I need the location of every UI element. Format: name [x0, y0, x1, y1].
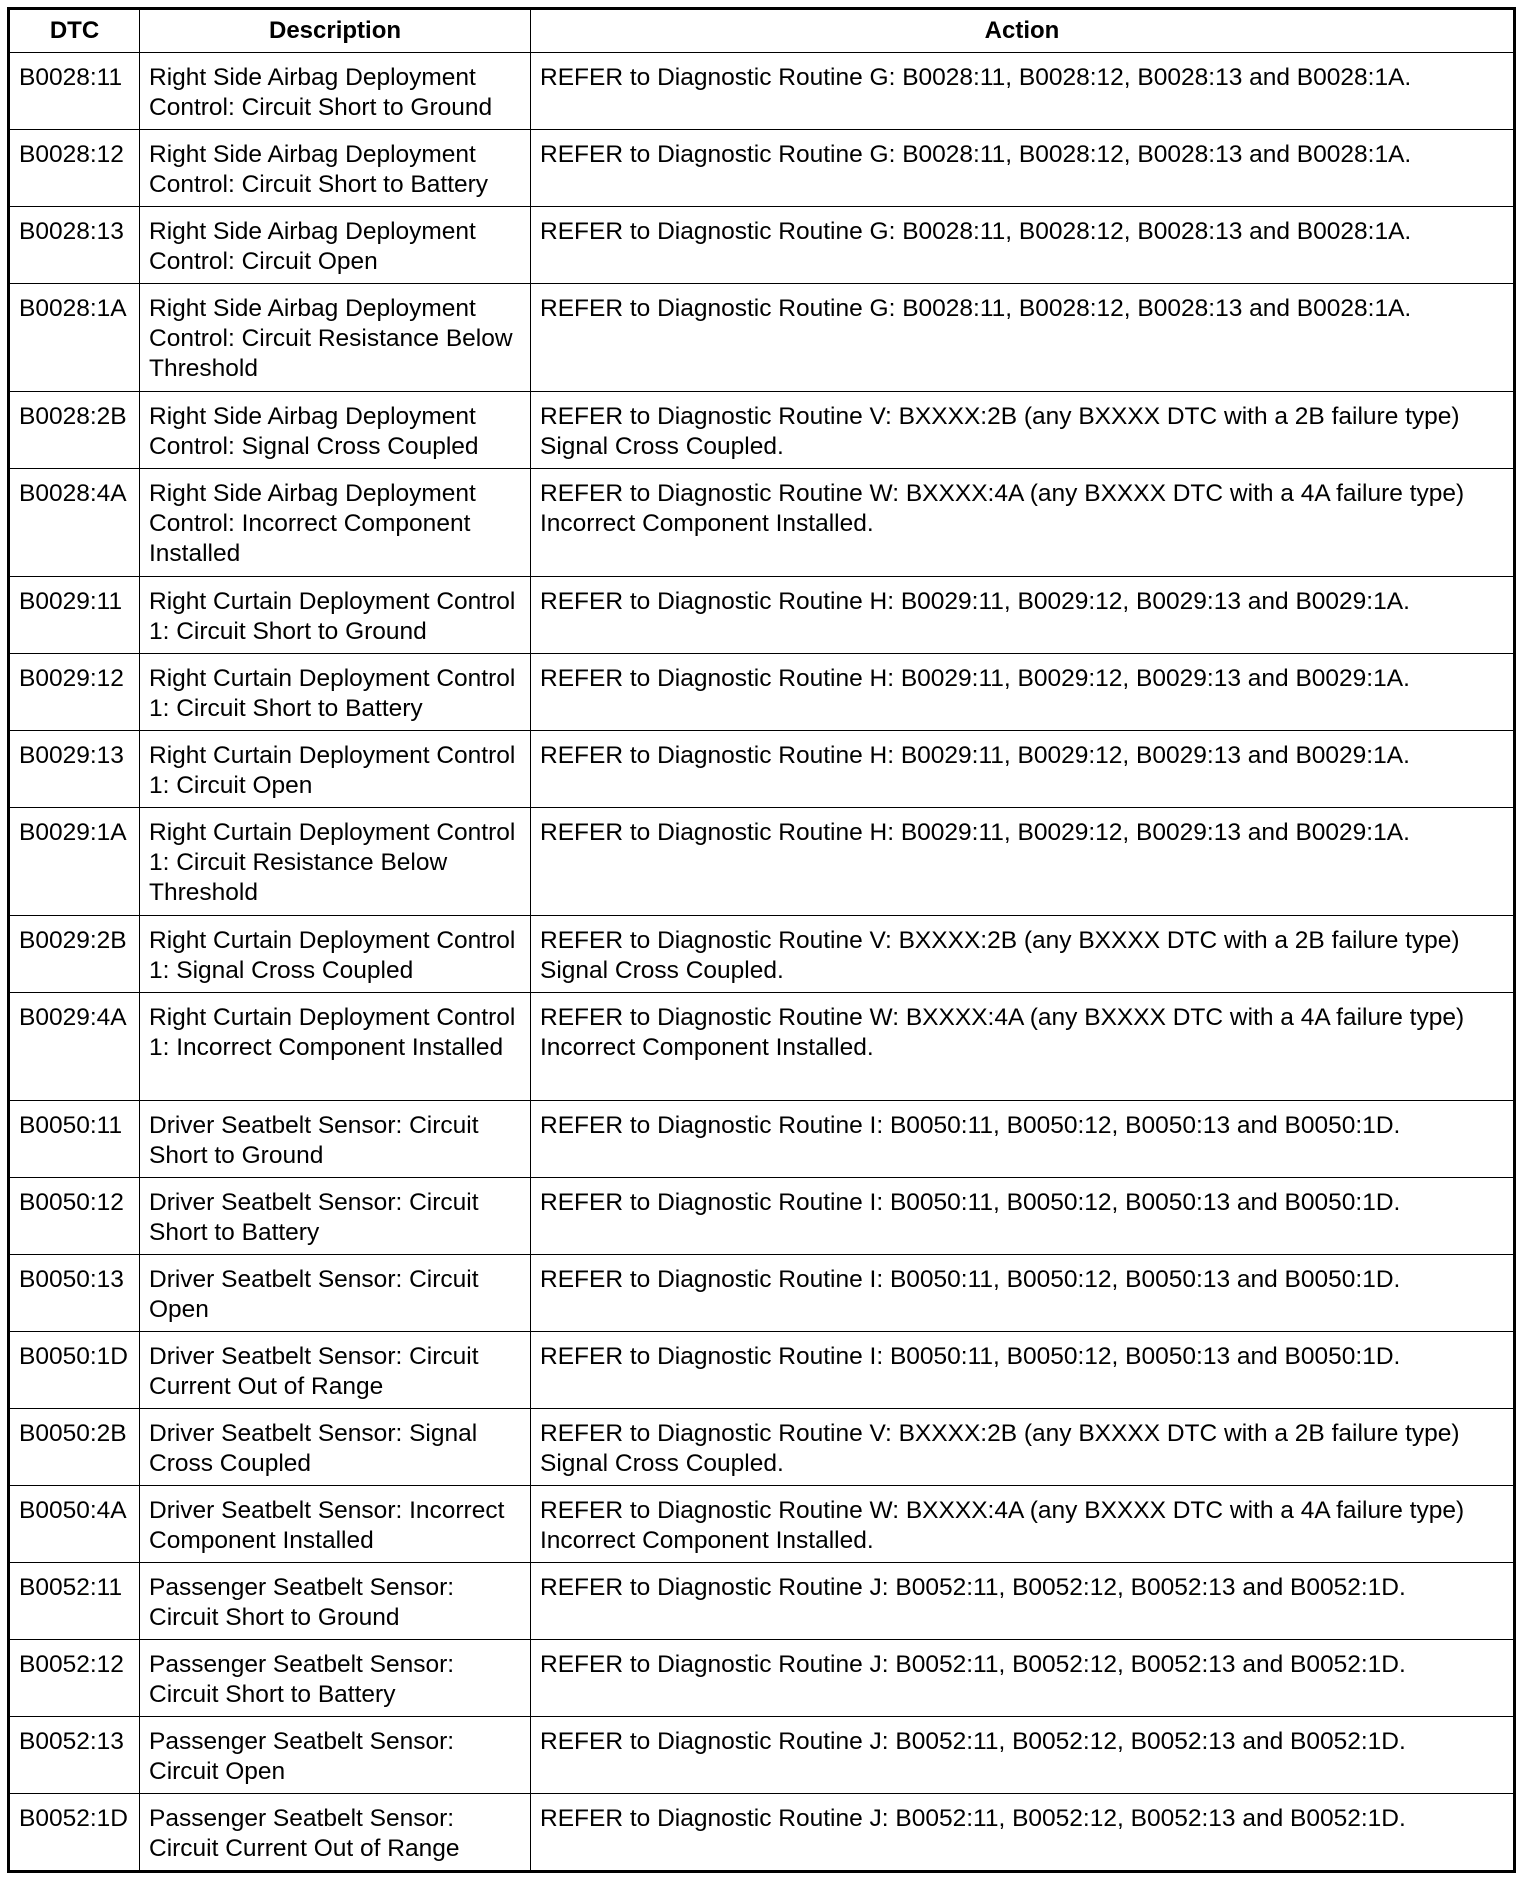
- description-text: Driver Seatbelt Sensor: Circuit Short to Battery: [149, 1189, 479, 1246]
- description-cell: [140, 1640, 531, 1717]
- dtc-cell: [9, 1101, 140, 1178]
- table-row: [9, 916, 1515, 993]
- table-row: [9, 469, 1515, 577]
- description-text: Passenger Seatbelt Sensor: Circuit Open: [149, 1728, 455, 1785]
- dtc-cell: [9, 577, 140, 654]
- description-text: Passenger Seatbelt Sensor: Circuit Short to Battery: [149, 1651, 455, 1708]
- action-text: REFER to Diagnostic Routine J: B0052:11, B0052:12, B0052:13 and B0052:1D.: [540, 1651, 1406, 1678]
- action-cell: [531, 916, 1515, 993]
- action-cell: [531, 1409, 1515, 1486]
- dtc-code: B0052:12: [19, 1651, 124, 1678]
- action-cell: [531, 130, 1515, 207]
- dtc-cell: [9, 469, 140, 577]
- action-text: REFER to Diagnostic Routine G: B0028:11, B0028:12, B0028:13 and B0028:1A.: [540, 141, 1412, 168]
- dtc-cell: [9, 1563, 140, 1640]
- action-cell: [531, 731, 1515, 808]
- table-row: [9, 53, 1515, 130]
- dtc-code: B0028:12: [19, 141, 124, 168]
- action-text: REFER to Diagnostic Routine G: B0028:11, B0028:12, B0028:13 and B0028:1A.: [540, 218, 1412, 245]
- description-cell: [140, 654, 531, 731]
- action-text: REFER to Diagnostic Routine J: B0052:11, B0052:12, B0052:13 and B0052:1D.: [540, 1805, 1406, 1832]
- description-cell: [140, 130, 531, 207]
- table-row: [9, 1563, 1515, 1640]
- table-row: [9, 130, 1515, 207]
- header-action: Action: [531, 9, 1515, 53]
- description-text: Right Side Airbag Deployment Control: Incorrect Component Installed: [149, 480, 476, 567]
- dtc-code: B0028:13: [19, 218, 124, 245]
- action-text: REFER to Diagnostic Routine H: B0029:11, B0029:12, B0029:13 and B0029:1A.: [540, 588, 1410, 615]
- dtc-cell: [9, 1255, 140, 1332]
- description-text: Right Curtain Deployment Control 1: Circuit Resistance Below Threshold: [149, 819, 516, 906]
- description-cell: [140, 1332, 531, 1409]
- dtc-cell: [9, 1717, 140, 1794]
- dtc-code: B0052:1D: [19, 1805, 128, 1832]
- dtc-table: [7, 7, 1516, 1873]
- action-text: REFER to Diagnostic Routine W: BXXXX:4A (any BXXXX DTC with a 4A failure type) Incorrect Component Installed.: [540, 480, 1465, 537]
- description-cell: [140, 1178, 531, 1255]
- description-cell: [140, 207, 531, 284]
- action-cell: [531, 207, 1515, 284]
- dtc-cell: [9, 1486, 140, 1563]
- table-row: [9, 1332, 1515, 1409]
- description-cell: [140, 1486, 531, 1563]
- action-text: REFER to Diagnostic Routine G: B0028:11, B0028:12, B0028:13 and B0028:1A.: [540, 64, 1412, 91]
- dtc-cell: [9, 392, 140, 469]
- dtc-cell: [9, 207, 140, 284]
- description-text: Right Side Airbag Deployment Control: Circuit Resistance Below Threshold: [149, 295, 513, 382]
- description-text: Right Curtain Deployment Control 1: Incorrect Component Installed: [149, 1004, 516, 1061]
- action-cell: [531, 1178, 1515, 1255]
- table-row: [9, 1640, 1515, 1717]
- table-row: [9, 808, 1515, 916]
- action-cell: [531, 808, 1515, 916]
- dtc-code: B0050:12: [19, 1189, 124, 1216]
- action-cell: [531, 1563, 1515, 1640]
- table-row: [9, 1409, 1515, 1486]
- action-cell: [531, 1255, 1515, 1332]
- dtc-code: B0029:1A: [19, 819, 127, 846]
- description-text: Driver Seatbelt Sensor: Incorrect Component Installed: [149, 1497, 505, 1554]
- description-text: Right Side Airbag Deployment Control: Circuit Short to Ground: [149, 64, 493, 121]
- description-text: Right Side Airbag Deployment Control: Circuit Open: [149, 218, 476, 275]
- action-cell: [531, 392, 1515, 469]
- description-cell: [140, 916, 531, 993]
- action-cell: [531, 1101, 1515, 1178]
- action-text: REFER to Diagnostic Routine I: B0050:11, B0050:12, B0050:13 and B0050:1D.: [540, 1266, 1401, 1293]
- dtc-cell: [9, 1409, 140, 1486]
- table-row: [9, 993, 1515, 1101]
- action-cell: [531, 1794, 1515, 1872]
- description-text: Passenger Seatbelt Sensor: Circuit Current Out of Range: [149, 1805, 460, 1862]
- action-cell: [531, 1486, 1515, 1563]
- description-cell: [140, 284, 531, 392]
- dtc-code: B0028:4A: [19, 480, 127, 507]
- table-row: [9, 207, 1515, 284]
- action-text: REFER to Diagnostic Routine V: BXXXX:2B (any BXXXX DTC with a 2B failure type) Signal Cross Coupled.: [540, 1420, 1460, 1477]
- dtc-cell: [9, 993, 140, 1101]
- dtc-code: B0029:13: [19, 742, 124, 769]
- action-text: REFER to Diagnostic Routine J: B0052:11, B0052:12, B0052:13 and B0052:1D.: [540, 1728, 1406, 1755]
- dtc-code: B0029:2B: [19, 927, 127, 954]
- action-cell: [531, 577, 1515, 654]
- dtc-code: B0028:2B: [19, 403, 127, 430]
- dtc-code: B0052:11: [19, 1574, 123, 1601]
- action-text: REFER to Diagnostic Routine W: BXXXX:4A (any BXXXX DTC with a 4A failure type) Incorrect Component Installed.: [540, 1497, 1465, 1554]
- action-text: REFER to Diagnostic Routine V: BXXXX:2B (any BXXXX DTC with a 2B failure type) Signal Cross Coupled.: [540, 927, 1460, 984]
- action-cell: [531, 469, 1515, 577]
- dtc-cell: [9, 1794, 140, 1872]
- dtc-cell: [9, 1640, 140, 1717]
- description-text: Right Side Airbag Deployment Control: Circuit Short to Battery: [149, 141, 489, 198]
- action-text: REFER to Diagnostic Routine H: B0029:11, B0029:12, B0029:13 and B0029:1A.: [540, 665, 1410, 692]
- table-row: [9, 1101, 1515, 1178]
- action-text: REFER to Diagnostic Routine H: B0029:11, B0029:12, B0029:13 and B0029:1A.: [540, 819, 1410, 846]
- description-text: Right Curtain Deployment Control 1: Signal Cross Coupled: [149, 927, 516, 984]
- action-text: REFER to Diagnostic Routine I: B0050:11, B0050:12, B0050:13 and B0050:1D.: [540, 1343, 1401, 1370]
- description-text: Driver Seatbelt Sensor: Circuit Open: [149, 1266, 479, 1323]
- description-cell: [140, 1255, 531, 1332]
- action-text: REFER to Diagnostic Routine I: B0050:11, B0050:12, B0050:13 and B0050:1D.: [540, 1112, 1401, 1139]
- description-cell: [140, 1717, 531, 1794]
- action-cell: [531, 1717, 1515, 1794]
- description-cell: [140, 1409, 531, 1486]
- description-cell: [140, 577, 531, 654]
- action-cell: [531, 654, 1515, 731]
- table-row: [9, 731, 1515, 808]
- description-cell: [140, 392, 531, 469]
- action-text: REFER to Diagnostic Routine H: B0029:11, B0029:12, B0029:13 and B0029:1A.: [540, 742, 1410, 769]
- dtc-code: B0028:11: [19, 64, 123, 91]
- dtc-table-container: [7, 7, 1513, 1873]
- dtc-code: B0050:4A: [19, 1497, 127, 1524]
- action-cell: [531, 284, 1515, 392]
- description-text: Driver Seatbelt Sensor: Circuit Current Out of Range: [149, 1343, 479, 1400]
- table-row: [9, 1255, 1515, 1332]
- table-row: [9, 577, 1515, 654]
- description-cell: [140, 469, 531, 577]
- dtc-code: B0029:4A: [19, 1004, 127, 1031]
- dtc-code: B0050:2B: [19, 1420, 127, 1447]
- dtc-code: B0050:11: [19, 1112, 123, 1139]
- description-text: Right Curtain Deployment Control 1: Circuit Short to Battery: [149, 665, 516, 722]
- dtc-code: B0050:13: [19, 1266, 124, 1293]
- description-text: Driver Seatbelt Sensor: Signal Cross Coupled: [149, 1420, 478, 1477]
- dtc-cell: [9, 808, 140, 916]
- dtc-code: B0029:11: [19, 588, 123, 615]
- table-row: [9, 1794, 1515, 1872]
- table-row: [9, 654, 1515, 731]
- header-dtc: DTC: [9, 9, 140, 53]
- description-cell: [140, 1563, 531, 1640]
- table-row: [9, 1486, 1515, 1563]
- description-cell: [140, 1101, 531, 1178]
- description-cell: [140, 1794, 531, 1872]
- dtc-cell: [9, 731, 140, 808]
- dtc-cell: [9, 53, 140, 130]
- table-row: [9, 284, 1515, 392]
- dtc-code: B0050:1D: [19, 1343, 128, 1370]
- description-text: Right Side Airbag Deployment Control: Signal Cross Coupled: [149, 403, 479, 460]
- dtc-cell: [9, 1178, 140, 1255]
- action-cell: [531, 53, 1515, 130]
- description-cell: [140, 53, 531, 130]
- action-cell: [531, 1640, 1515, 1717]
- dtc-code: B0052:13: [19, 1728, 124, 1755]
- action-text: REFER to Diagnostic Routine W: BXXXX:4A (any BXXXX DTC with a 4A failure type) Incorrect Component Installed.: [540, 1004, 1465, 1061]
- table-row: [9, 1717, 1515, 1794]
- dtc-cell: [9, 1332, 140, 1409]
- dtc-cell: [9, 916, 140, 993]
- action-text: REFER to Diagnostic Routine G: B0028:11, B0028:12, B0028:13 and B0028:1A.: [540, 295, 1412, 322]
- header-description: Description: [140, 9, 531, 53]
- table-row: [9, 1178, 1515, 1255]
- action-cell: [531, 993, 1515, 1101]
- dtc-cell: [9, 284, 140, 392]
- description-text: Right Curtain Deployment Control 1: Circuit Short to Ground: [149, 588, 516, 645]
- description-cell: [140, 731, 531, 808]
- dtc-cell: [9, 130, 140, 207]
- dtc-code: B0028:1A: [19, 295, 127, 322]
- table-row: [9, 392, 1515, 469]
- description-text: Right Curtain Deployment Control 1: Circuit Open: [149, 742, 516, 799]
- action-text: REFER to Diagnostic Routine J: B0052:11, B0052:12, B0052:13 and B0052:1D.: [540, 1574, 1406, 1601]
- description-cell: [140, 993, 531, 1101]
- dtc-cell: [9, 654, 140, 731]
- table-header-row: [9, 9, 1515, 53]
- action-text: REFER to Diagnostic Routine V: BXXXX:2B (any BXXXX DTC with a 2B failure type) Signal Cross Coupled.: [540, 403, 1460, 460]
- action-text: REFER to Diagnostic Routine I: B0050:11, B0050:12, B0050:13 and B0050:1D.: [540, 1189, 1401, 1216]
- description-text: Passenger Seatbelt Sensor: Circuit Short to Ground: [149, 1574, 455, 1631]
- description-cell: [140, 808, 531, 916]
- action-cell: [531, 1332, 1515, 1409]
- description-text: Driver Seatbelt Sensor: Circuit Short to Ground: [149, 1112, 479, 1169]
- dtc-code: B0029:12: [19, 665, 124, 692]
